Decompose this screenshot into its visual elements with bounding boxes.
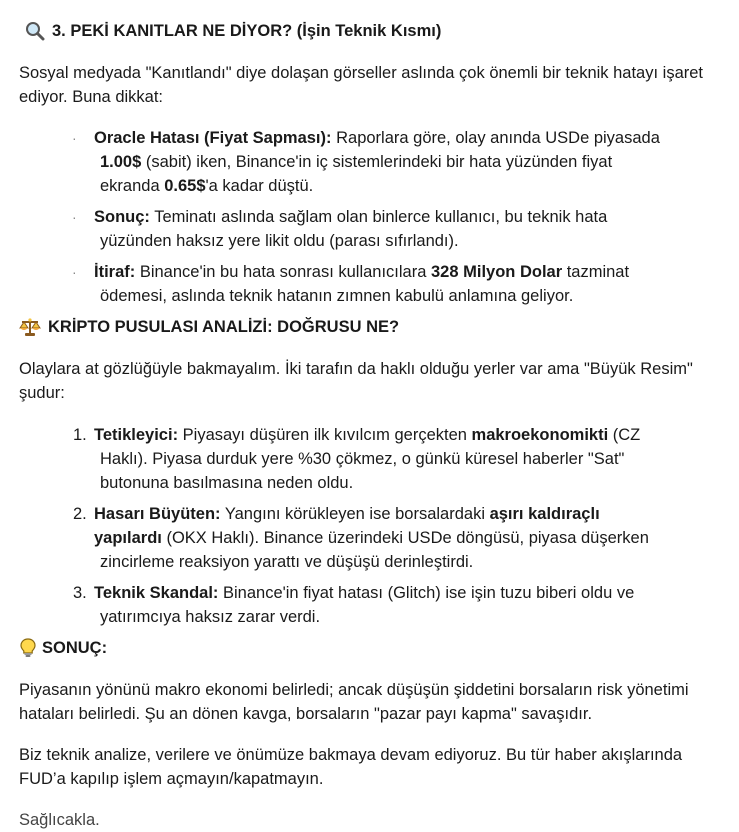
list-item: · Oracle Hatası (Fiyat Sapması): Raporlara göre, olay anında USDe piyasada 1.00$ (sabit) iken, Binance'in iç sistemlerindeki bir hata yüzünden fiyat ekranda 0.65$'a kadar düştü. — [94, 126, 739, 198]
conclusion-paragraph-1: Piyasanın yönünü makro ekonomi belirledi; ancak düşüşün şiddetini borsaların risk yönetimi hataları belirledi. Şu an dönen kavga, borsaların "pazar payı kapma" savaşıdır. — [19, 681, 689, 723]
analysis-title: KRİPTO PUSULASI ANALİZİ: DOĞRUSU NE? — [48, 318, 400, 336]
magnifier-icon — [24, 20, 46, 42]
evidence-intro: Sosyal medyada "Kanıtlandı" diye dolaşan görseller aslında çok önemli bir teknik hatayı işaret ediyor. Buna dikkat: — [19, 64, 704, 106]
evidence-heading — [24, 19, 441, 43]
sign-off: Sağlıcakla. — [19, 811, 100, 829]
evidence-list — [19, 126, 739, 308]
list-item: 3. Teknik Skandal: Binance'in fiyat hatası (Glitch) ise işin tuzu biberi oldu ve yatırımcıya haksız zarar verdi. — [73, 584, 635, 626]
list-item: · Sonuç: Teminatı aslında sağlam olan binlerce kullanıcı, bu teknik hata yüzünden haksız yere likit oldu (parası sıfırlandı). — [94, 205, 739, 253]
list-item: 1. Tetikleyici: Piyasayı düşüren ilk kıvılcım gerçekten makroekonomikti (CZ Haklı). Piyasa durduk yere %30 çökmez, o günkü küresel haberler "Sat" butonuna basılmasına neden oldu. — [73, 426, 641, 492]
conclusion-title: SONUÇ: — [42, 639, 108, 657]
evidence-title: 3. PEKİ KANITLAR NE DİYOR? (İşin Teknik Kısmı) — [52, 22, 442, 40]
conclusion-heading — [19, 636, 107, 660]
list-item: 2. Hasarı Büyüten: Yangını körükleyen ise borsalardaki aşırı kaldıraçlı yapılardı (OKX Haklı). Binance üzerindeki USDe döngüsü, piyasa düşerken zincirleme reaksiyon yarattı ve düşüşü derinleştirdi. — [73, 505, 649, 571]
analysis-heading — [19, 315, 399, 339]
lightbulb-icon — [19, 637, 37, 659]
balance-scale-icon — [19, 316, 41, 338]
conclusion-paragraph-2: Biz teknik analize, verilere ve önümüze bakmaya devam ediyoruz. Bu tür haber akışlarında FUD’a kapılıp işlem açmayın/kapatmayın. — [19, 746, 683, 788]
analysis-list — [19, 423, 739, 629]
list-item: · İtiraf: Binance'in bu hata sonrası kullanıcılara 328 Milyon Dolar tazminat ödemesi, aslında teknik hatanın zımnen kabulü anlamına geliyor. — [94, 260, 739, 308]
analysis-intro: Olaylara at gözlüğüyle bakmayalım. İki tarafın da haklı olduğu yerler var ama "Büyük Resim" şudur: — [19, 360, 693, 402]
